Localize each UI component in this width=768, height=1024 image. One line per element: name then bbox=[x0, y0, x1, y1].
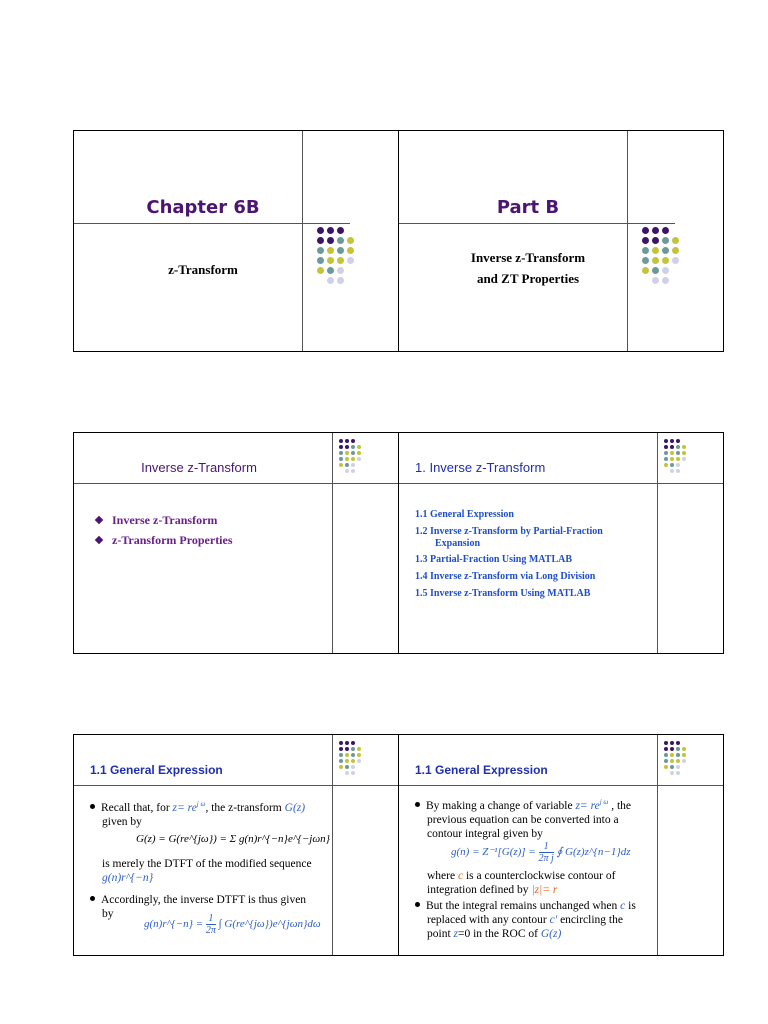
decorative-dot bbox=[345, 439, 349, 443]
decorative-dot bbox=[345, 747, 349, 751]
decorative-dot bbox=[339, 747, 343, 751]
decorative-dot bbox=[337, 267, 344, 274]
decorative-dot bbox=[676, 741, 680, 745]
slide-inverse-z-transform-overview bbox=[73, 432, 399, 654]
decorative-dot bbox=[664, 451, 668, 455]
decorative-dot bbox=[339, 457, 343, 461]
decorative-dot bbox=[662, 277, 669, 284]
decorative-dot bbox=[670, 741, 674, 745]
decorative-dot bbox=[345, 771, 349, 775]
decorative-dot bbox=[357, 753, 361, 757]
decorative-dot bbox=[339, 439, 343, 443]
slide-header: Inverse z-Transform bbox=[141, 460, 257, 475]
bullet-integral-unchanged: But the integral remains unchanged when c is replaced with any contour c' encircling the point z=0 in the ROC of G(z) bbox=[415, 899, 715, 941]
decorative-dot bbox=[682, 753, 686, 757]
decorative-dot bbox=[670, 747, 674, 751]
slide-header: 1.1 General Expression bbox=[90, 763, 223, 777]
decorative-dot bbox=[676, 463, 680, 467]
horizontal-rule bbox=[74, 223, 350, 224]
decorative-dot bbox=[676, 765, 680, 769]
decorative-dot bbox=[345, 445, 349, 449]
decorative-dot bbox=[317, 237, 324, 244]
decorative-dot bbox=[347, 247, 354, 254]
decorative-dot bbox=[670, 451, 674, 455]
horizontal-rule bbox=[399, 785, 723, 786]
decorative-dot bbox=[347, 237, 354, 244]
decorative-dot bbox=[662, 237, 669, 244]
decorative-dot bbox=[672, 237, 679, 244]
decorative-dot bbox=[327, 277, 334, 284]
decorative-dot bbox=[339, 463, 343, 467]
slide-header: 1.1 General Expression bbox=[415, 763, 548, 777]
decorative-dot bbox=[339, 753, 343, 757]
decorative-dot bbox=[337, 277, 344, 284]
decorative-dot bbox=[652, 247, 659, 254]
decorative-dot bbox=[664, 765, 668, 769]
decorative-dot bbox=[345, 451, 349, 455]
decorative-dot bbox=[664, 741, 668, 745]
decorative-dot bbox=[670, 469, 674, 473]
decorative-dot bbox=[339, 451, 343, 455]
decorative-dot bbox=[652, 237, 659, 244]
equation-contour-integral: g(n) = Z⁻¹[G(z)] = $\frac{1}{\text{2π j}}$ ∮ G(z)z^{n−1}dz bbox=[451, 841, 631, 864]
slide-title: Part B bbox=[496, 197, 560, 218]
decorative-dot bbox=[676, 445, 680, 449]
vertical-rule bbox=[302, 131, 303, 351]
decorative-dot bbox=[652, 257, 659, 264]
decorative-dot bbox=[676, 759, 680, 763]
decorative-dot bbox=[339, 741, 343, 745]
slide-part-b bbox=[398, 130, 724, 352]
decorative-dot bbox=[682, 457, 686, 461]
bullet-recall: Recall that, for $z= re^{j \omega}$, the z-transform G(z) given by bbox=[90, 797, 390, 829]
horizontal-rule bbox=[399, 223, 675, 224]
decorative-dot bbox=[327, 227, 334, 234]
toc-item: 1.1 General Expression bbox=[415, 509, 514, 520]
decorative-dot bbox=[351, 747, 355, 751]
decorative-dot bbox=[664, 445, 668, 449]
decorative-dot bbox=[351, 741, 355, 745]
decorative-dot bbox=[345, 469, 349, 473]
decorative-dot bbox=[682, 445, 686, 449]
slide-chapter-6b bbox=[73, 130, 399, 352]
decorative-dot bbox=[351, 439, 355, 443]
bullet-inverse-dtft: Accordingly, the inverse DTFT is thus given by bbox=[90, 893, 390, 921]
decorative-dot bbox=[676, 469, 680, 473]
decorative-dot bbox=[347, 257, 354, 264]
decorative-dot bbox=[652, 277, 659, 284]
decorative-dot bbox=[676, 451, 680, 455]
decorative-dot bbox=[345, 457, 349, 461]
decorative-dot bbox=[664, 759, 668, 763]
decorative-dot bbox=[642, 237, 649, 244]
horizontal-rule bbox=[74, 483, 398, 484]
decorative-dot bbox=[351, 445, 355, 449]
decorative-dot bbox=[357, 445, 361, 449]
decorative-dot bbox=[337, 227, 344, 234]
decorative-dot bbox=[351, 451, 355, 455]
decorative-dot bbox=[682, 747, 686, 751]
decorative-dot bbox=[662, 257, 669, 264]
decorative-dot bbox=[652, 267, 659, 274]
slide-header: 1. Inverse z-Transform bbox=[415, 460, 546, 475]
decorative-dot bbox=[662, 247, 669, 254]
horizontal-rule bbox=[74, 785, 398, 786]
toc-item: Expansion bbox=[435, 538, 481, 549]
decorative-dot bbox=[351, 765, 355, 769]
decorative-dot bbox=[337, 247, 344, 254]
decorative-dot bbox=[670, 753, 674, 757]
slide-subtitle-line-2: and ZT Properties bbox=[476, 271, 580, 286]
decorative-dot bbox=[345, 463, 349, 467]
decorative-dot bbox=[664, 753, 668, 757]
decorative-dot bbox=[351, 759, 355, 763]
slide-subtitle-line-1: Inverse z-Transform bbox=[470, 250, 586, 265]
decorative-dot bbox=[345, 741, 349, 745]
slide-inverse-z-transform-contents bbox=[398, 432, 724, 654]
decorative-dot bbox=[664, 747, 668, 751]
decorative-dot bbox=[676, 771, 680, 775]
decorative-dot bbox=[670, 445, 674, 449]
equation-z-transform: G(z) = G(re^{jω}) = Σ g(n)r^{−n}e^{−jωn} bbox=[136, 833, 331, 845]
decorative-dot bbox=[672, 257, 679, 264]
slide-subtitle: z-Transform bbox=[168, 262, 238, 277]
text-contour-definition: where c is a counterclockwise contour of integration defined by |z|= r bbox=[427, 870, 616, 896]
decorative-dot bbox=[676, 747, 680, 751]
decorative-dot bbox=[676, 753, 680, 757]
decorative-dot bbox=[345, 753, 349, 757]
decorative-dot bbox=[339, 759, 343, 763]
decorative-dot bbox=[337, 257, 344, 264]
bullet-item: z-Transform Properties bbox=[96, 533, 233, 548]
decorative-dot bbox=[642, 257, 649, 264]
vertical-rule bbox=[627, 131, 628, 351]
decorative-dot bbox=[327, 257, 334, 264]
slide-general-expression-2 bbox=[398, 734, 724, 956]
decorative-dot bbox=[317, 247, 324, 254]
toc-item: 1.5 Inverse z-Transform Using MATLAB bbox=[415, 588, 591, 599]
vertical-rule bbox=[332, 735, 333, 955]
decorative-dot bbox=[327, 267, 334, 274]
decorative-dot bbox=[662, 227, 669, 234]
decorative-dot bbox=[317, 227, 324, 234]
text-dtft: is merely the DTFT of the modified sequence g(n)r^{−n} bbox=[102, 858, 312, 884]
toc-item: 1.2 Inverse z-Transform by Partial-Fraction bbox=[415, 526, 603, 537]
decorative-dot bbox=[351, 463, 355, 467]
vertical-rule bbox=[332, 433, 333, 653]
decorative-dot bbox=[670, 765, 674, 769]
decorative-dot bbox=[642, 227, 649, 234]
decorative-dot bbox=[351, 457, 355, 461]
decorative-dot bbox=[670, 439, 674, 443]
decorative-dot bbox=[664, 439, 668, 443]
decorative-dot bbox=[652, 227, 659, 234]
decorative-dot bbox=[664, 457, 668, 461]
horizontal-rule bbox=[399, 483, 723, 484]
equation-inverse-dtft: g(n)r^{−n} = $\frac{1}{2\pi}$ ∫ G(re^{jω})e^{jωn}dω bbox=[144, 913, 321, 936]
decorative-dot bbox=[357, 457, 361, 461]
decorative-dot bbox=[351, 469, 355, 473]
vertical-rule bbox=[657, 433, 658, 653]
decorative-dot bbox=[357, 747, 361, 751]
decorative-dot bbox=[351, 771, 355, 775]
decorative-dot bbox=[339, 445, 343, 449]
decorative-dot bbox=[339, 765, 343, 769]
decorative-dot bbox=[327, 237, 334, 244]
decorative-dot bbox=[351, 753, 355, 757]
decorative-dot bbox=[672, 247, 679, 254]
slide-general-expression-1 bbox=[73, 734, 399, 956]
decorative-dot bbox=[682, 451, 686, 455]
decorative-dot bbox=[670, 771, 674, 775]
decorative-dot bbox=[357, 759, 361, 763]
decorative-dot bbox=[676, 457, 680, 461]
decorative-dot bbox=[327, 247, 334, 254]
toc-item: 1.4 Inverse z-Transform via Long Division bbox=[415, 571, 596, 582]
decorative-dot bbox=[664, 463, 668, 467]
decorative-dot bbox=[670, 457, 674, 461]
bullet-change-variable: By making a change of variable $z= re^{j \omega}$ , the previous equation can be converted into a contour integral given by bbox=[415, 795, 715, 841]
decorative-dot bbox=[357, 451, 361, 455]
decorative-dot bbox=[337, 237, 344, 244]
decorative-dot bbox=[642, 267, 649, 274]
slide-title: Chapter 6B bbox=[146, 197, 260, 218]
decorative-dot bbox=[345, 765, 349, 769]
decorative-dot bbox=[670, 759, 674, 763]
decorative-dot bbox=[682, 759, 686, 763]
decorative-dot bbox=[676, 439, 680, 443]
decorative-dot bbox=[642, 247, 649, 254]
decorative-dot bbox=[317, 257, 324, 264]
toc-item: 1.3 Partial-Fraction Using MATLAB bbox=[415, 554, 573, 565]
bullet-item: Inverse z-Transform bbox=[96, 513, 217, 528]
decorative-dot bbox=[662, 267, 669, 274]
decorative-dot bbox=[670, 463, 674, 467]
decorative-dot bbox=[345, 759, 349, 763]
decorative-dot bbox=[317, 267, 324, 274]
